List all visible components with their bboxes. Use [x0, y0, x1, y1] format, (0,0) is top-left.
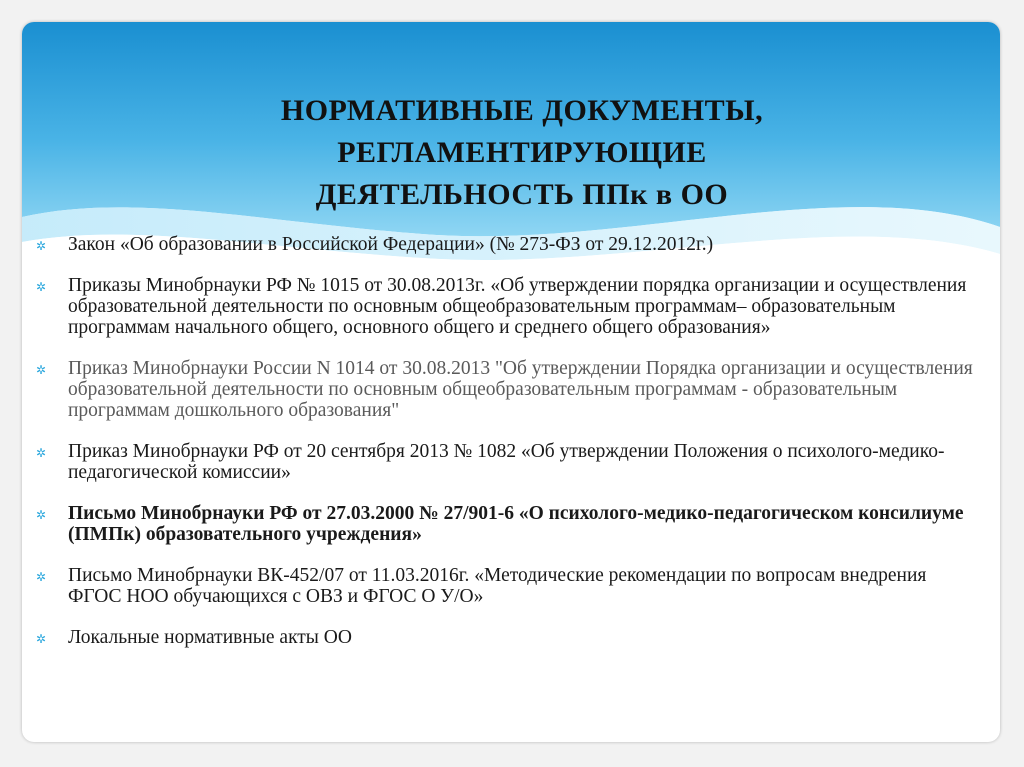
- list-item-text: Локальные нормативные акты ОО: [68, 627, 352, 648]
- slide: [22, 22, 1000, 742]
- bullet-icon: ✲: [36, 446, 47, 460]
- list-item-text: Приказ Минобрнауки РФ от 20 сентября 2013 № 1082 «Об утверждении Положения о психолого-медико-педагогической комиссии»: [68, 441, 945, 483]
- list-item-text: Письмо Минобрнауки ВК-452/07 от 11.03.2016г. «Методические рекомендации по вопросам внедрения ФГОС НОО обучающихся с ОВЗ и ФГОС О У/О»: [68, 565, 927, 607]
- list-item: [34, 565, 984, 607]
- bullet-icon: ✲: [36, 508, 47, 522]
- list-item: [34, 503, 984, 545]
- list-item: [34, 441, 984, 483]
- bullet-icon: ✲: [36, 363, 47, 377]
- list-item-text: Приказ Минобрнауки России N 1014 от 30.08.2013 "Об утверждении Порядка организации и осуществления образовательной деятельности по основным общеобразовательным программам - образовательным программам дошкольного образования": [68, 358, 973, 421]
- title-line-3: ДЕЯТЕЛЬНОСТЬ ППк в ОО: [315, 178, 729, 211]
- document-list: [34, 234, 984, 668]
- list-item: [34, 234, 984, 255]
- list-item-text: Приказы Минобрнауки РФ № 1015 от 30.08.2013г. «Об утверждении порядка организации и осуществления образовательной деятельности по основным общеобразовательным программам– образовательным программам начального общего, основного общего и среднего общего образования»: [68, 275, 967, 338]
- list-item: [34, 627, 984, 648]
- bullet-icon: ✲: [36, 570, 47, 584]
- bullet-icon: ✲: [36, 632, 47, 646]
- list-item: [34, 358, 984, 421]
- bullet-icon: ✲: [36, 280, 47, 294]
- list-item-text: Закон «Об образовании в Российской Федерации» (№ 273-ФЗ от 29.12.2012г.): [68, 234, 714, 255]
- list-item: [34, 275, 984, 338]
- title-line-2: РЕГЛАМЕНТИРУЮЩИЕ: [337, 136, 707, 169]
- bullet-icon: ✲: [36, 239, 47, 253]
- slide-title: [202, 90, 842, 216]
- list-item-text: Письмо Минобрнауки РФ от 27.03.2000 № 27/901-6 «О психолого-медико-педагогическом консилиуме (ПМПк) образовательного учреждения»: [68, 503, 964, 545]
- title-line-1: НОРМАТИВНЫЕ ДОКУМЕНТЫ,: [280, 94, 764, 127]
